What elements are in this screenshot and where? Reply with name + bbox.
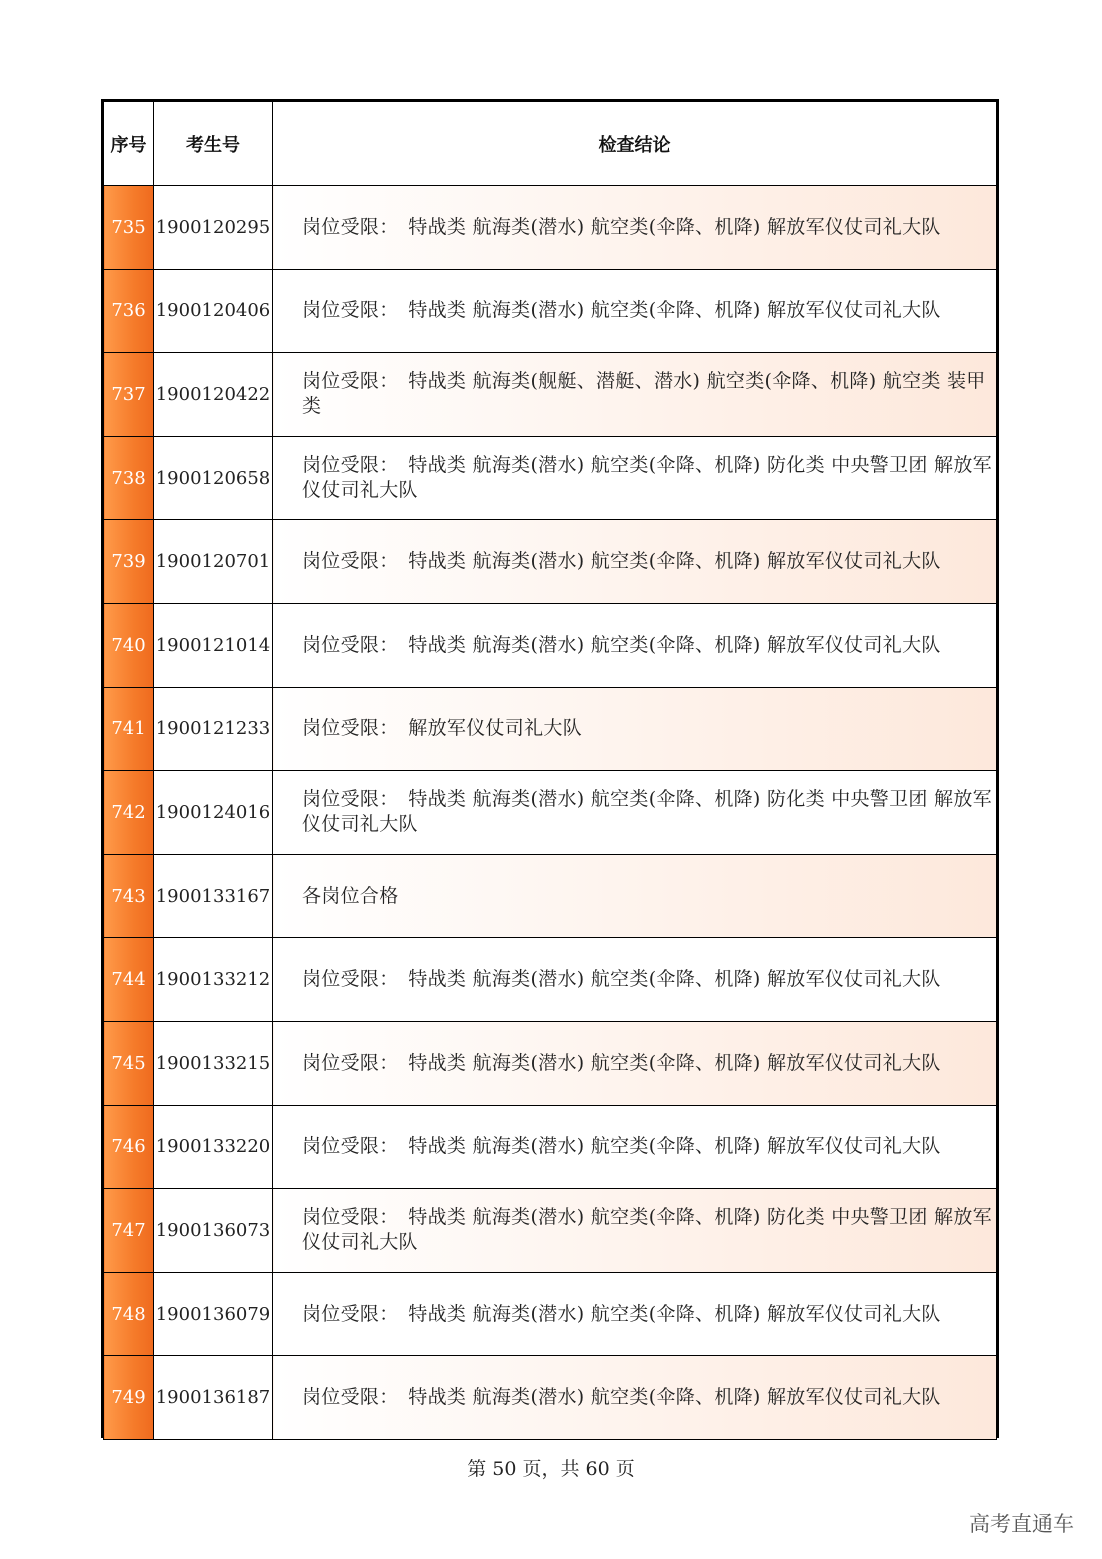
row-seq: 735 bbox=[104, 186, 154, 270]
row-id: 1900120658 bbox=[154, 436, 273, 520]
table-row bbox=[104, 353, 997, 437]
table-row bbox=[104, 186, 997, 270]
row-result: 岗位受限： 解放军仪仗司礼大队 bbox=[273, 687, 997, 771]
row-result: 岗位受限： 特战类 航海类(潜水) 航空类(伞降、机降) 解放军仪仗司礼大队 bbox=[273, 1272, 997, 1356]
row-id: 1900133167 bbox=[154, 854, 273, 938]
row-seq: 740 bbox=[104, 603, 154, 687]
row-seq: 736 bbox=[104, 269, 154, 353]
row-id: 1900121014 bbox=[154, 603, 273, 687]
row-seq: 739 bbox=[104, 520, 154, 604]
row-result: 岗位受限： 特战类 航海类(潜水) 航空类(伞降、机降) 解放军仪仗司礼大队 bbox=[273, 520, 997, 604]
row-id: 1900120701 bbox=[154, 520, 273, 604]
row-id: 1900133220 bbox=[154, 1105, 273, 1189]
row-id: 1900136073 bbox=[154, 1189, 273, 1273]
row-result: 岗位受限： 特战类 航海类(潜水) 航空类(伞降、机降) 解放军仪仗司礼大队 bbox=[273, 1105, 997, 1189]
row-id: 1900133212 bbox=[154, 938, 273, 1022]
row-result: 岗位受限： 特战类 航海类(潜水) 航空类(伞降、机降) 防化类 中央警卫团 解放军仪仗司礼大队 bbox=[273, 436, 997, 520]
table-row bbox=[104, 771, 997, 855]
table-row bbox=[104, 938, 997, 1022]
row-id: 1900124016 bbox=[154, 771, 273, 855]
row-seq: 743 bbox=[104, 854, 154, 938]
row-id: 1900136187 bbox=[154, 1356, 273, 1440]
table-row bbox=[104, 269, 997, 353]
row-seq: 738 bbox=[104, 436, 154, 520]
row-result: 岗位受限： 特战类 航海类(舰艇、潜艇、潜水) 航空类(伞降、机降) 航空类 装甲类 bbox=[273, 353, 997, 437]
table-header-row bbox=[104, 102, 997, 186]
row-seq: 748 bbox=[104, 1272, 154, 1356]
row-id: 1900120422 bbox=[154, 353, 273, 437]
table-row bbox=[104, 1272, 997, 1356]
row-result: 各岗位合格 bbox=[273, 854, 997, 938]
table-row bbox=[104, 1105, 997, 1189]
table-row bbox=[104, 1356, 997, 1440]
row-id: 1900121233 bbox=[154, 687, 273, 771]
row-result: 岗位受限： 特战类 航海类(潜水) 航空类(伞降、机降) 解放军仪仗司礼大队 bbox=[273, 1021, 997, 1105]
header-result: 检查结论 bbox=[273, 102, 997, 186]
row-seq: 747 bbox=[104, 1189, 154, 1273]
header-seq: 序号 bbox=[104, 102, 154, 186]
row-seq: 746 bbox=[104, 1105, 154, 1189]
row-result: 岗位受限： 特战类 航海类(潜水) 航空类(伞降、机降) 解放军仪仗司礼大队 bbox=[273, 938, 997, 1022]
row-seq: 742 bbox=[104, 771, 154, 855]
row-id: 1900133215 bbox=[154, 1021, 273, 1105]
row-result: 岗位受限： 特战类 航海类(潜水) 航空类(伞降、机降) 解放军仪仗司礼大队 bbox=[273, 1356, 997, 1440]
row-result: 岗位受限： 特战类 航海类(潜水) 航空类(伞降、机降) 解放军仪仗司礼大队 bbox=[273, 603, 997, 687]
row-result: 岗位受限： 特战类 航海类(潜水) 航空类(伞降、机降) 解放军仪仗司礼大队 bbox=[273, 269, 997, 353]
table-body bbox=[104, 186, 997, 1440]
row-seq: 749 bbox=[104, 1356, 154, 1440]
row-id: 1900120295 bbox=[154, 186, 273, 270]
row-seq: 741 bbox=[104, 687, 154, 771]
header-id: 考生号 bbox=[154, 102, 273, 186]
row-id: 1900136079 bbox=[154, 1272, 273, 1356]
table-row bbox=[104, 854, 997, 938]
table-row bbox=[104, 1021, 997, 1105]
row-seq: 744 bbox=[104, 938, 154, 1022]
watermark-text: 高考直通车 bbox=[969, 1512, 1074, 1536]
row-seq: 745 bbox=[104, 1021, 154, 1105]
table-row bbox=[104, 520, 997, 604]
table-row bbox=[104, 603, 997, 687]
results-table bbox=[103, 101, 997, 1440]
results-table-frame bbox=[101, 99, 999, 1438]
table-row bbox=[104, 687, 997, 771]
table-row bbox=[104, 436, 997, 520]
row-result: 岗位受限： 特战类 航海类(潜水) 航空类(伞降、机降) 解放军仪仗司礼大队 bbox=[273, 186, 997, 270]
row-id: 1900120406 bbox=[154, 269, 273, 353]
page-footer: 第 50 页，共 60 页 bbox=[467, 1458, 635, 1480]
row-seq: 737 bbox=[104, 353, 154, 437]
row-result: 岗位受限： 特战类 航海类(潜水) 航空类(伞降、机降) 防化类 中央警卫团 解放军仪仗司礼大队 bbox=[273, 771, 997, 855]
row-result: 岗位受限： 特战类 航海类(潜水) 航空类(伞降、机降) 防化类 中央警卫团 解放军仪仗司礼大队 bbox=[273, 1189, 997, 1273]
table-row bbox=[104, 1189, 997, 1273]
